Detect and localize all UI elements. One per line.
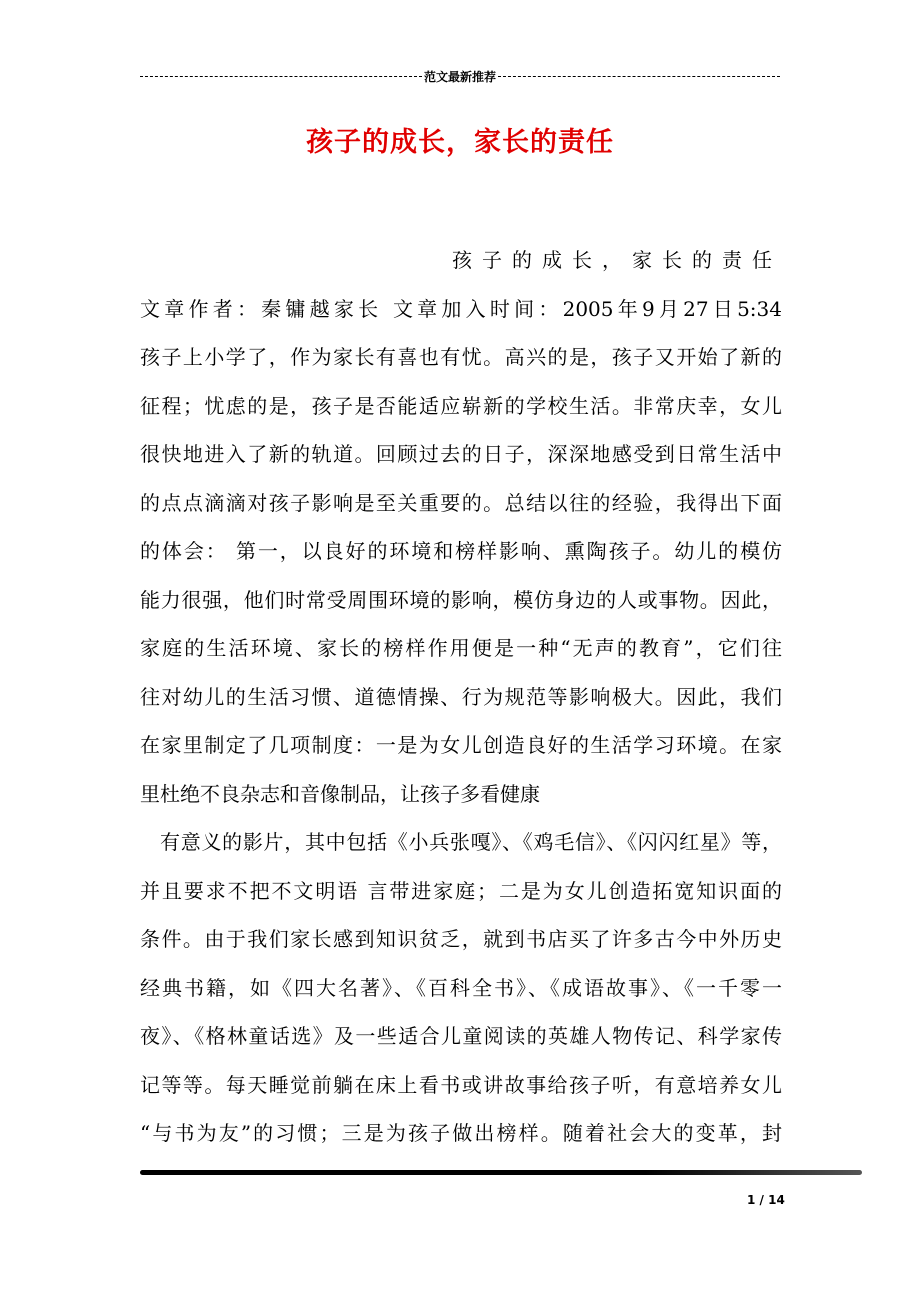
- body-line: 条件。由于我们家长感到知识贫乏，就到书店买了许多古今中外历史: [140, 927, 782, 951]
- body-line: 的体会： 第一，以良好的环境和榜样影响、熏陶孩子。幼儿的模仿: [140, 539, 782, 563]
- body-line: 的点点滴滴对孩子影响是至关重要的。总结以往的经验，我得出下面: [140, 490, 782, 515]
- body-line: 夜》、《格林童话选》及一些适合儿童阅读的英雄人物传记、科学家传: [140, 1024, 782, 1048]
- document-title: 孩子的成长，家长的责任: [306, 127, 614, 158]
- article-meta: 文章作者：秦镛越家长 文章加入时间：2005年9月27日5:34: [140, 296, 782, 321]
- body-line: 孩子上小学了，作为家长有喜也有忧。高兴的是，孩子又开始了新的: [140, 345, 782, 369]
- body-line: 很快地进入了新的轨道。回顾过去的日子，深深地感受到日常生活中: [140, 442, 782, 466]
- page-number: 1 / 14: [747, 1193, 785, 1207]
- body-line: 往对幼儿的生活习惯、道德情操、行为规范等影响极大。因此，我们: [140, 684, 782, 709]
- body-line: 里杜绝不良杂志和音像制品，让孩子多看健康: [140, 781, 540, 806]
- body-line: 能力很强，他们时常受周围环境的影响，模仿身边的人或事物。因此，: [140, 587, 782, 612]
- body-line: 有意义的影片，其中包括《小兵张嘎》、《鸡毛信》、《闪闪红星》等，: [160, 830, 782, 854]
- header-dash-left: [140, 76, 422, 77]
- body-line: 经典书籍，如《四大名著》、《百科全书》、《成语故事》、《一千零一: [140, 975, 782, 1000]
- header-banner: [140, 66, 780, 86]
- body-line: 家庭的生活环境、家长的榜样作用便是一种“无声的教育”，它们往: [140, 636, 782, 660]
- body-line: 征程；忧虑的是，孩子是否能适应崭新的学校生活。非常庆幸，女儿: [140, 393, 782, 418]
- footer-divider: [140, 1170, 862, 1175]
- article-subtitle: 孩子的成长，家长的责任: [452, 248, 782, 272]
- body-line: “与书为友”的习惯；三是为孩子做出榜样。随着社会大的变革，封: [140, 1121, 782, 1145]
- header-label: 范文最新推荐: [424, 69, 497, 84]
- body-line: 并且要求不把不文明语 言带进家庭；二是为女儿创造拓宽知识面的: [140, 878, 782, 903]
- header-dash-right: [498, 76, 780, 77]
- article-body: [140, 236, 782, 1158]
- body-line: 记等等。每天睡觉前躺在床上看书或讲故事给孩子听，有意培养女儿: [140, 1072, 782, 1097]
- body-line: 在家里制定了几项制度：一是为女儿创造良好的生活学习环境。在家: [140, 733, 782, 757]
